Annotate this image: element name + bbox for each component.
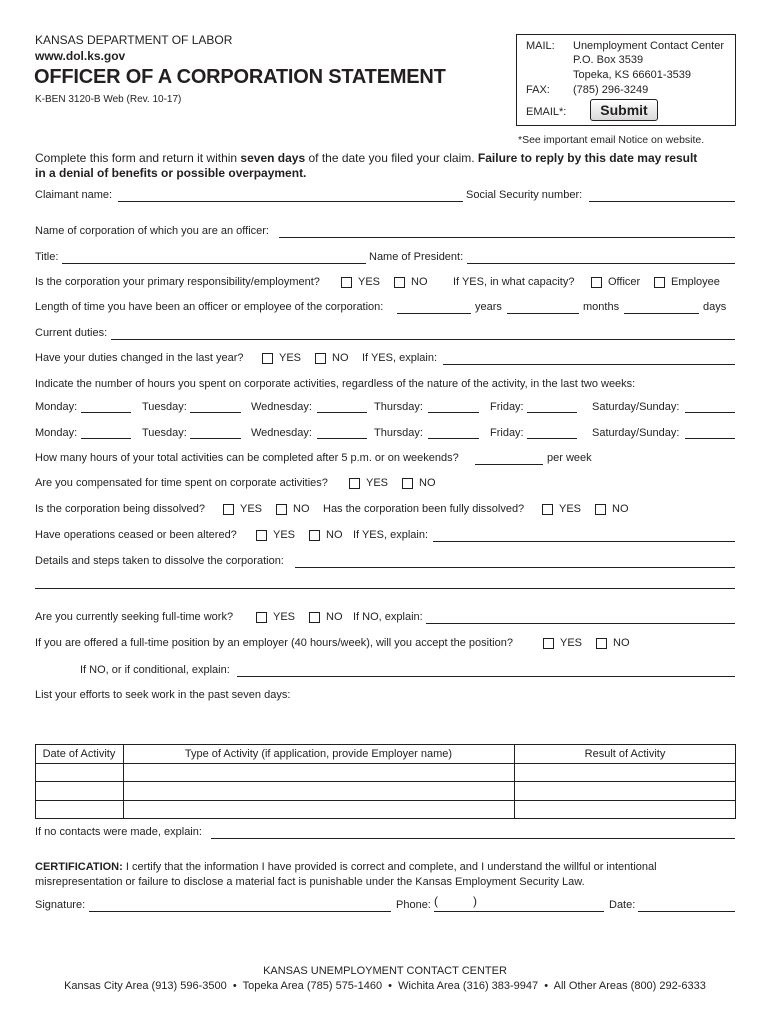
fully-dissolved-yes-checkbox[interactable] [542,504,553,515]
w1-tuesday-field[interactable] [190,412,241,413]
no-contacts-label: If no contacts were made, explain: [35,826,202,838]
mail-line3: Topeka, KS 66601-3539 [573,69,692,81]
duties-no-checkbox[interactable] [315,353,326,364]
months-label: months [583,301,620,313]
fully-dissolved-question: Has the corporation been fully dissolved? [323,503,525,515]
years-label: years [475,301,502,313]
duties-explain-label: If YES, explain: [362,352,438,364]
certification-line2: misrepresentation or failure to disclose a material fact is punishable under the Kansas Employment Security Law. [35,876,585,888]
details-field-2[interactable] [35,588,735,589]
w1-tuesday-label: Tuesday: [142,401,187,413]
ceased-yes-label: YES [273,529,296,541]
employee-checkbox[interactable] [654,277,665,288]
seeking-no-checkbox[interactable] [309,612,320,623]
compensated-yes-label: YES [366,477,389,489]
primary-yes-checkbox[interactable] [341,277,352,288]
duties-changed-question: Have your duties changed in the last year? [35,352,244,364]
officer-label: Officer [608,276,641,288]
intro-text-a: Complete this form and return it within [35,151,241,165]
seeking-explain-label: If NO, explain: [353,611,423,623]
certification-text1: I certify that the information I have provided is correct and complete, and I understand the willful or intentional [122,861,657,873]
w1-friday-label: Friday: [490,401,524,413]
compensated-no-label: NO [419,477,436,489]
primary-no-checkbox[interactable] [394,277,405,288]
intro-line2: in a denial of benefits or possible overpayment. [35,166,307,180]
website-link[interactable]: www.dol.ks.gov [35,49,126,63]
ceased-explain-label: If YES, explain: [353,529,429,541]
officer-checkbox[interactable] [591,277,602,288]
intro-text-b: of the date you filed your claim. [305,151,478,165]
seeking-question: Are you currently seeking full-time work? [35,611,234,623]
after5-field[interactable] [475,464,543,465]
w2-thursday-field[interactable] [428,438,479,439]
offered-question: If you are offered a full-time position by an employer (40 hours/week), will you accept the position? [35,637,513,649]
w2-wednesday-field[interactable] [317,438,367,439]
per-week-label: per week [547,452,592,464]
table-row[interactable] [36,782,735,800]
mail-line1: Unemployment Contact Center [573,40,725,52]
ceased-yes-checkbox[interactable] [256,530,267,541]
intro-line1 [35,151,697,165]
intro-warning: Failure to reply by this date may result [477,151,698,165]
ssn-field[interactable] [589,201,735,202]
table-header-date: Date of Activity [42,748,116,760]
conditional-explain-label: If NO, or if conditional, explain: [80,664,230,676]
table-row[interactable] [36,801,735,818]
phone-paren-close: ) [473,894,477,908]
current-duties-label: Current duties: [35,327,108,339]
table-row[interactable] [36,764,735,781]
details-question: Details and steps taken to dissolve the corporation: [35,555,284,567]
offered-yes-checkbox[interactable] [543,638,554,649]
days-field[interactable] [624,313,699,314]
w2-friday-field[interactable] [527,438,577,439]
ceased-no-checkbox[interactable] [309,530,320,541]
dissolved-no-checkbox[interactable] [276,504,287,515]
seeking-yes-checkbox[interactable] [256,612,267,623]
w2-satsun-field[interactable] [685,438,735,439]
w2-tuesday-label: Tuesday: [142,427,187,439]
after5-question: How many hours of your total activities can be completed after 5 p.m. or on weekends? [35,452,459,464]
offered-no-label: NO [613,637,630,649]
page-title: OFFICER OF A CORPORATION STATEMENT [34,66,446,88]
corp-name-label: Name of corporation of which you are an officer: [35,225,269,237]
table-header-result: Result of Activity [584,748,666,760]
president-label: Name of President: [369,251,464,263]
mail-label: MAIL: [526,40,555,52]
dissolved-question: Is the corporation being dissolved? [35,503,205,515]
months-field[interactable] [507,313,579,314]
compensated-question: Are you compensated for time spent on corporate activities? [35,477,328,489]
details-field-1[interactable] [295,567,735,568]
form-id: K-BEN 3120-B Web (Rev. 10-17) [35,94,182,105]
w2-tuesday-field[interactable] [190,438,241,439]
w2-thursday-label: Thursday: [374,427,423,439]
w1-satsun-field[interactable] [685,412,735,413]
president-field[interactable] [467,263,735,264]
phone-paren-open: ( [434,894,438,908]
signature-field[interactable] [89,911,391,912]
submit-button[interactable]: Submit [590,99,658,121]
conditional-explain-field[interactable] [237,676,735,677]
certification-line1 [35,861,657,873]
w1-thursday-field[interactable] [428,412,479,413]
capacity-question: If YES, in what capacity? [453,276,575,288]
fax-number: (785) 296-3249 [573,84,649,96]
offered-yes-label: YES [560,637,583,649]
w2-friday-label: Friday: [490,427,524,439]
current-duties-field[interactable] [111,339,735,340]
date-label: Date: [609,899,636,911]
dissolved-yes-checkbox[interactable] [223,504,234,515]
claimant-name-field[interactable] [118,201,463,202]
w1-wednesday-label: Wednesday: [251,401,312,413]
seeking-explain-field[interactable] [426,623,735,624]
duties-no-label: NO [332,352,349,364]
fully-dissolved-yes-label: YES [559,503,582,515]
ceased-explain-field[interactable] [433,541,735,542]
length-question: Length of time you have been an officer or employee of the corporation: [35,301,384,313]
table-header-type: Type of Activity (if application, provide Employer name) [184,748,453,760]
days-label: days [703,301,727,313]
mail-line2: P.O. Box 3539 [573,54,644,66]
seeking-no-label: NO [326,611,343,623]
fax-label: FAX: [526,84,550,96]
email-label: EMAIL*: [526,106,567,118]
certification-label: CERTIFICATION: [35,861,123,873]
email-note: *See important email Notice on website. [518,134,705,146]
date-field[interactable] [638,911,735,912]
footer-areas: Kansas City Area (913) 596-3500 • Topeka Area (785) 575-1460 • Wichita Area (316) 383-9947 • All Other Areas (800) 292-6333 [64,980,706,992]
title-field[interactable] [62,263,366,264]
ceased-question: Have operations ceased or been altered? [35,529,237,541]
duties-explain-field[interactable] [443,364,735,365]
footer-title: KANSAS UNEMPLOYMENT CONTACT CENTER [263,965,507,977]
seeking-yes-label: YES [273,611,296,623]
employee-label: Employee [671,276,720,288]
phone-label: Phone: [396,899,431,911]
w1-satsun-label: Saturday/Sunday: [592,401,680,413]
compensated-yes-checkbox[interactable] [349,478,360,489]
claimant-name-label: Claimant name: [35,189,113,201]
years-field[interactable] [397,313,471,314]
duties-yes-label: YES [279,352,302,364]
primary-yes-label: YES [358,276,381,288]
intro-seven-days: seven days [240,151,306,165]
primary-no-label: NO [411,276,428,288]
offered-no-checkbox[interactable] [596,638,607,649]
fully-dissolved-no-checkbox[interactable] [595,504,606,515]
ssn-label: Social Security number: [466,189,583,201]
w2-satsun-label: Saturday/Sunday: [592,427,680,439]
ceased-no-label: NO [326,529,343,541]
duties-yes-checkbox[interactable] [262,353,273,364]
no-contacts-field[interactable] [211,838,735,839]
w1-monday-label: Monday: [35,401,78,413]
dissolved-no-label: NO [293,503,310,515]
corp-name-field[interactable] [279,237,735,238]
efforts-label: List your efforts to seek work in the past seven days: [35,689,291,701]
w1-monday-field[interactable] [81,412,131,413]
agency-name: KANSAS DEPARTMENT OF LABOR [35,33,233,47]
phone-field[interactable] [434,911,604,912]
w2-monday-field[interactable] [81,438,131,439]
w2-monday-label: Monday: [35,427,78,439]
w1-thursday-label: Thursday: [374,401,423,413]
primary-question: Is the corporation your primary responsibility/employment? [35,276,320,288]
fully-dissolved-no-label: NO [612,503,629,515]
compensated-no-checkbox[interactable] [402,478,413,489]
signature-label: Signature: [35,899,86,911]
w2-wednesday-label: Wednesday: [251,427,312,439]
w1-wednesday-field[interactable] [317,412,367,413]
title-label: Title: [35,251,59,263]
w1-friday-field[interactable] [527,412,577,413]
hours-intro: Indicate the number of hours you spent on corporate activities, regardless of the nature of the activity, in the last two weeks: [35,378,636,390]
dissolved-yes-label: YES [240,503,263,515]
